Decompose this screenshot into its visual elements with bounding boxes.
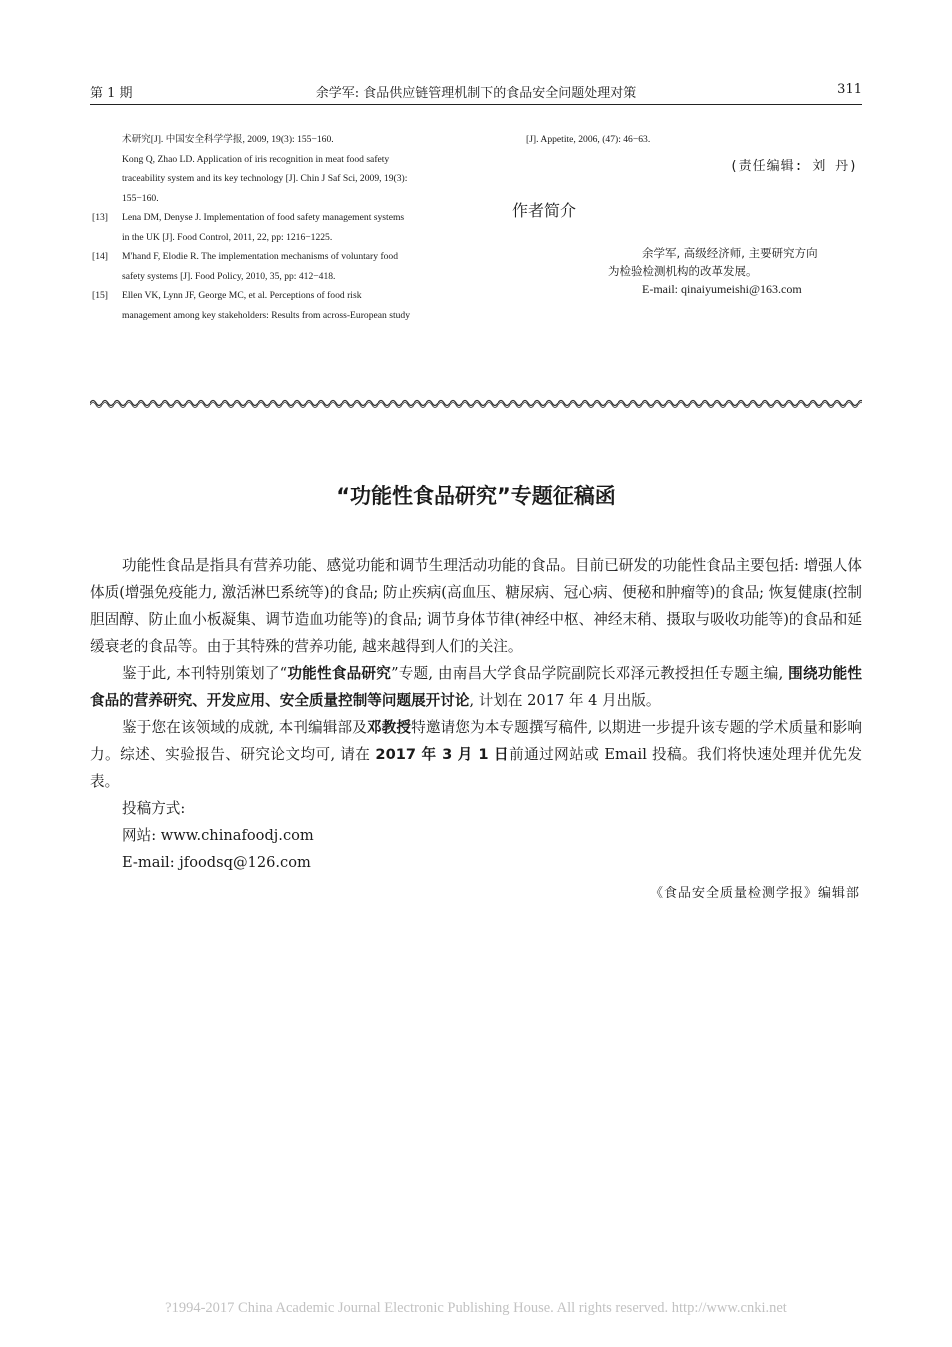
reference-item [92, 208, 460, 247]
reference-number: [13] [92, 212, 108, 223]
reference-number: [15] [92, 290, 108, 301]
editor-name: 邓教授 [366, 719, 412, 736]
notice-paragraph: 功能性食品是指具有营养功能、感觉功能和调节生理活动功能的食品。目前已研发的功能性食品主要包括: 增强人体体质(增强免疫能力, 激活淋巴系统等)的食品; 防止疾病(高血压、糖尿病、冠心病、便秘和肿瘤等)的食品; 恢复健康(控制胆固醇、防止血小板凝集、调节造血功能等)的食品; 调节身体节律(神经中枢、神经末稍、摄取与吸收功能等)的食品和延缓衰老的食品等。由于其特殊的营养功能, 越来越得到人们的关注。 [90, 557, 862, 655]
reference-item [92, 247, 460, 286]
author-bio [608, 244, 858, 298]
reference-line: traceability system and its key technology [J]. Chin J Saf Sci, 2009, 19(3): [122, 173, 408, 184]
reference-line: safety systems [J]. Food Policy, 2010, 35, pp: 412−418. [122, 270, 336, 282]
running-header [90, 80, 862, 105]
topic-name: 功能性食品研究 [287, 665, 392, 682]
reference-line: 术研究[J]. 中国安全科学学报, 2009, 19(3): 155−160. [122, 134, 334, 145]
author-bio-heading: 作者简介 [512, 201, 577, 220]
reference-item [92, 286, 460, 325]
signature: 《食品安全质量检测学报》编辑部 [649, 886, 860, 901]
reference-line: Ellen VK, Lynn JF, George MC, et al. Perceptions of food risk [122, 290, 362, 301]
notice-paragraph: 鉴于此, 本刊特别策划了“功能性食品研究”专题, 由南昌大学食品学院副院长邓泽元教授担任专题主编, 围绕功能性食品的营养研究、开发应用、安全质量控制等问题展开讨论, 计划在 2017 年 4 月出版。 [90, 665, 862, 709]
reference-line: management among key stakeholders: Results from across-European study [122, 309, 411, 321]
submission-info: 投稿方式: 网站: www.chinafoodj.com E-mail: jfoodsq@126.com [90, 795, 862, 876]
deadline: 2017 年 3 月 1 日 [375, 746, 510, 763]
reference-line: Lena DM, Denyse J. Implementation of food safety management systems [122, 212, 405, 223]
reference-list [92, 130, 460, 325]
reference-continued-right: [J]. Appetite, 2006, (47): 46−63. [526, 134, 651, 145]
editor-note: (责任编辑: 刘 丹) [729, 159, 858, 174]
author-email: E-mail: qinaiyumeishi@163.com [642, 282, 802, 296]
reference-line: Kong Q, Zhao LD. Application of iris recognition in meat food safety [122, 153, 390, 165]
reference-number: [14] [92, 251, 108, 262]
wave-divider [90, 397, 862, 409]
reference-line: M'hand F, Elodie R. The implementation mechanisms of voluntary food [122, 251, 399, 262]
reference-line: in the UK [J]. Food Control, 2011, 22, pp: 1216−1225. [122, 231, 333, 243]
notice-title: “功能性食品研究”专题征稿函 [336, 484, 616, 508]
author-bio-line: 为检验检测机构的改革发展。 [608, 264, 758, 278]
topic-scope: 围绕功能性食品的营养研究、开发应用、安全质量控制等问题展开讨论 [90, 665, 862, 709]
copyright-footer: ?1994-2017 China Academic Journal Electronic Publishing House. All rights reserved. http://www.cnki.net [165, 1300, 787, 1316]
submission-heading: 投稿方式 [122, 800, 181, 817]
reference-continued [92, 130, 460, 208]
notice-paragraph: 鉴于您在该领域的成就, 本刊编辑部及邓教授特邀请您为本专题撰写稿件, 以期进一步提升该专题的学术质量和影响力。综述、实验报告、研究论文均可, 请在 2017 年 3 月 1 日前通过网站或 Email 投稿。我们将快速处理并优先发表。 [90, 719, 862, 790]
right-column [512, 130, 862, 296]
issue-number: 第 1 期 [90, 86, 133, 101]
email-link[interactable]: E-mail: jfoodsq@126.com [122, 854, 311, 871]
page-number: 311 [837, 82, 862, 97]
notice-body [90, 552, 862, 876]
reference-line: 155−160. [122, 192, 159, 204]
website-link[interactable]: 网站: www.chinafoodj.com [122, 827, 314, 844]
author-bio-line: 余学军, 高级经济师, 主要研究方向 [642, 246, 818, 260]
running-title: 余学军: 食品供应链管理机制下的食品安全问题处理对策 [315, 86, 637, 101]
